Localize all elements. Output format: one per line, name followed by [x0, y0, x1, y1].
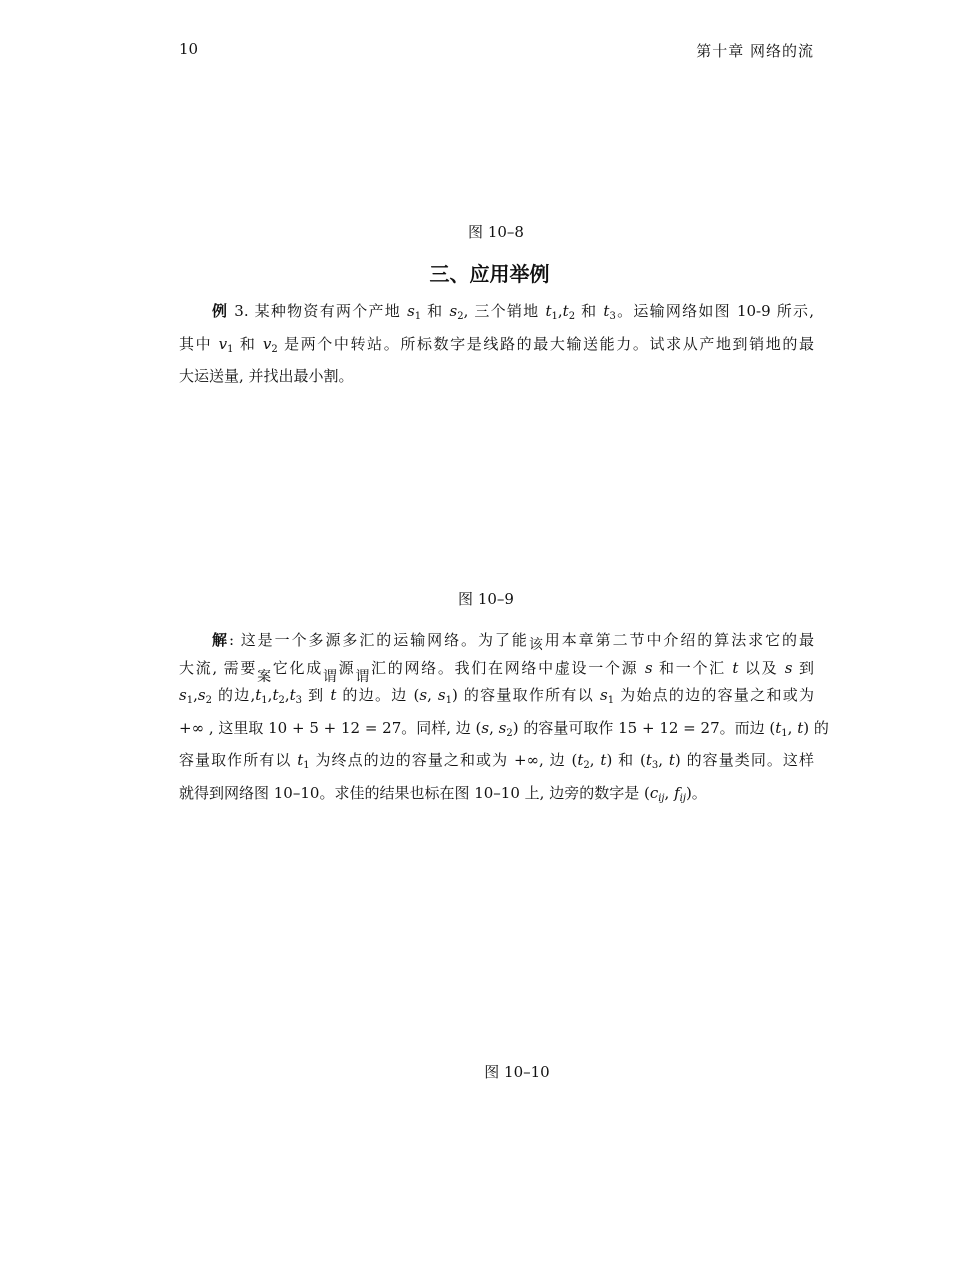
- example-line-3: 大运送量, 并找出最小割。: [179, 367, 354, 385]
- example-line-2: 其中 $v_1$ 和 $v_2$ 是两个中转站。所标数字是线路的最大输送能力。试求从产地到销地的最: [179, 334, 814, 355]
- running-header: 第十章 网络的流: [696, 42, 814, 60]
- example-line-1: 例 3. 某种物资有两个产地 $s_1$ 和 $s_2$, 三个销地 $t_1,t_2$ 和 $t_3$。运输网络如图 10-9 所示,: [212, 302, 814, 322]
- solution-line-6: 就得到网络图 10–10。求佳的结果也标在图 10–10 上, 边旁的数字是 ($c_{ij}$, $f_{ij}$)。: [179, 783, 707, 804]
- page-number: 10: [179, 40, 199, 58]
- solution-line-3: $s_1,s_2$ 的边$,t_1,t_2,t_3$ 到 t 的边。边 (s, $s_1$) 的容量取作所有以 $s_1$ 为始点的边的容量之和或为: [179, 686, 814, 706]
- section-title: 三、应用举例: [429, 262, 550, 286]
- solution-paragraph: [179, 627, 829, 812]
- figure-caption-10-8: 图 10–8: [468, 223, 524, 241]
- solution-line-2: 大流, 需要案它化成谓源谓汇的网络。我们在网络中虚设一个源 s 和一个汇 t 以及 s 到: [179, 658, 814, 685]
- figure-caption-10-10: 图 10–10: [484, 1063, 550, 1081]
- solution-line-5: 容量取作所有以 $t_1$ 为终点的边的容量之和或为 +∞, 边 ($t_2$, t) 和 ($t_3$, t) 的容量类同。这样: [179, 751, 814, 771]
- figure-caption-10-9: 图 10–9: [458, 590, 514, 608]
- solution-line-4: +∞ , 这里取 10 + 5 + 12 = 27。同样, 边 (s, $s_2$) 的容量可取作 15 + 12 = 27。而边 ($t_1$, t) 的: [179, 718, 829, 739]
- solution-line-1: 解: 这是一个多源多汇的运输网络。为了能该用本章第二节中介绍的算法求它的最: [212, 631, 814, 653]
- example-paragraph: [179, 298, 814, 390]
